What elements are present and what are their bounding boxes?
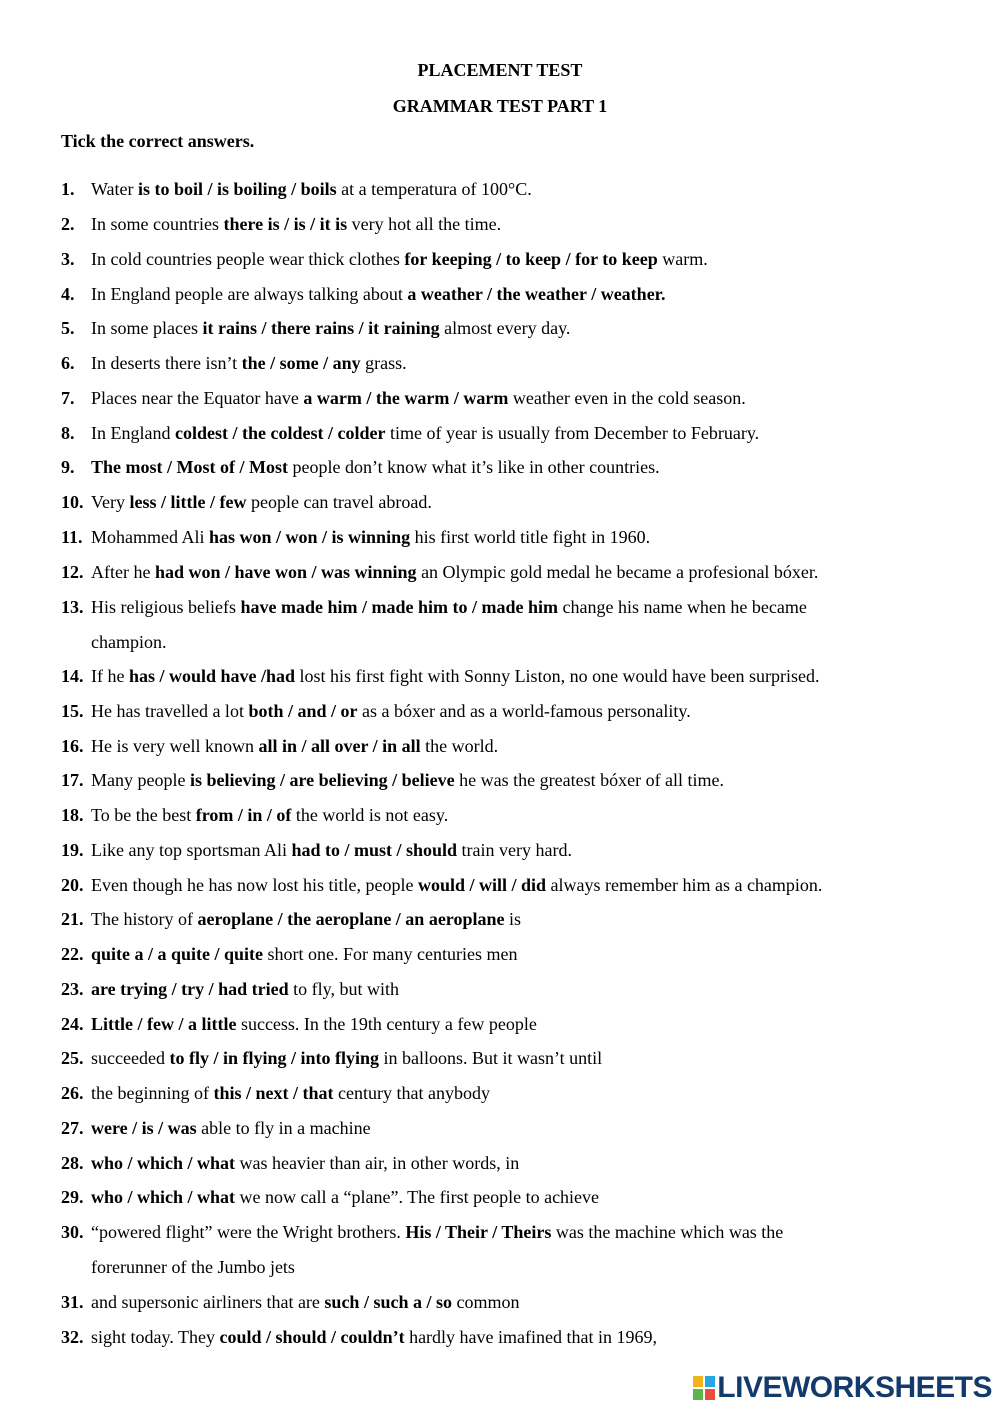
answer-options[interactable]: this / next / that: [213, 1083, 334, 1103]
question-number: 27.: [61, 1118, 84, 1138]
answer-options[interactable]: aeroplane / the aeroplane / an aeroplane: [197, 909, 505, 929]
question-number: 8.: [61, 423, 75, 443]
question-text-after: able to fly in a machine: [196, 1118, 371, 1138]
question-text-before: In deserts there isn’t: [91, 353, 242, 373]
answer-options[interactable]: there is / is / it is: [223, 214, 348, 234]
question-item: [61, 172, 946, 207]
answer-options[interactable]: such / such a / so: [324, 1292, 452, 1312]
question-text-continued: forerunner of the Jumbo jets: [91, 1257, 295, 1277]
question-text-after: train very hard.: [457, 840, 572, 860]
question-item: [61, 381, 946, 416]
question-item: [61, 242, 946, 277]
question-text-before: After he: [91, 562, 155, 582]
question-number: 5.: [61, 318, 75, 338]
question-item: [61, 1041, 946, 1076]
question-text-before: sight today. They: [91, 1327, 220, 1347]
question-item: [61, 416, 946, 451]
answer-options[interactable]: coldest / the coldest / colder: [174, 423, 386, 443]
question-text-after: warm.: [657, 249, 708, 269]
question-number: 31.: [61, 1292, 84, 1312]
question-text-after: was the machine which was the: [551, 1222, 784, 1242]
question-text-before: Mohammed Ali: [91, 527, 209, 547]
question-item: [61, 555, 946, 590]
question-text-after: change his name when he became: [557, 597, 807, 617]
question-text-after: hardly have imafined that in 1969,: [404, 1327, 657, 1347]
question-item: [61, 729, 946, 764]
question-number: 16.: [61, 736, 84, 756]
answer-options[interactable]: are trying / try / had tried: [91, 979, 289, 999]
question-number: 17.: [61, 770, 84, 790]
question-item: [61, 1180, 946, 1215]
question-text-after: time of year is usually from December to February.: [385, 423, 760, 443]
question-number: 2.: [61, 214, 75, 234]
question-item: [61, 346, 946, 381]
answer-options[interactable]: from / in / of: [195, 805, 292, 825]
answer-options[interactable]: The most / Most of / Most: [91, 457, 288, 477]
question-text-after: grass.: [360, 353, 407, 373]
answer-options[interactable]: were / is / was: [91, 1118, 197, 1138]
question-item: [61, 277, 946, 312]
question-text-after: as a bóxer and as a world-famous personality.: [357, 701, 691, 721]
question-text-after: common: [451, 1292, 520, 1312]
question-item: [61, 694, 946, 729]
question-item: [61, 937, 946, 972]
question-text-before: To be the best: [91, 805, 196, 825]
answer-options[interactable]: had won / have won / was winning: [154, 562, 417, 582]
answer-options[interactable]: have made him / made him to / made him: [240, 597, 558, 617]
question-text-after: to fly, but with: [288, 979, 399, 999]
question-text-after: short one. For many centuries men: [263, 944, 518, 964]
question-text-before: succeeded: [91, 1048, 170, 1068]
question-text-after: very hot all the time.: [347, 214, 502, 234]
question-number: 4.: [61, 284, 75, 304]
question-text-after: he was the greatest bóxer of all time.: [454, 770, 725, 790]
question-text-before: the beginning of: [91, 1083, 214, 1103]
answer-options[interactable]: is believing / are believing / believe: [189, 770, 455, 790]
question-number: 13.: [61, 597, 84, 617]
question-item: [61, 450, 946, 485]
question-text-after: is: [504, 909, 522, 929]
question-item: [61, 1320, 946, 1355]
question-item: [61, 1146, 946, 1181]
question-item: [61, 311, 946, 346]
page-title: PLACEMENT TEST: [417, 60, 583, 80]
answer-options[interactable]: His / Their / Theirs: [405, 1222, 552, 1242]
answer-options[interactable]: Little / few / a little: [91, 1014, 237, 1034]
question-text-before: Like any top sportsman Ali: [91, 840, 292, 860]
question-item: [61, 798, 946, 833]
answer-options[interactable]: it rains / there rains / it raining: [202, 318, 440, 338]
answer-options[interactable]: has / would have /had: [128, 666, 296, 686]
question-text-before: In cold countries people wear thick clothes: [91, 249, 405, 269]
question-item: [61, 590, 946, 660]
instructions: Tick the correct answers.: [61, 131, 255, 151]
question-text-after: people can travel abroad.: [246, 492, 432, 512]
answer-options[interactable]: a warm / the warm / warm: [303, 388, 509, 408]
page-subtitle: GRAMMAR TEST PART 1: [392, 96, 608, 116]
question-text-after: lost his first fight with Sonny Liston, no one would have been surprised.: [295, 666, 820, 686]
answer-options[interactable]: who / which / what: [91, 1153, 236, 1173]
question-text-after: the world is not easy.: [291, 805, 449, 825]
question-text-after: an Olympic gold medal he became a profesional bóxer.: [416, 562, 819, 582]
question-item: [61, 1111, 946, 1146]
answer-options[interactable]: could / should / couldn’t: [219, 1327, 405, 1347]
question-number: 1.: [61, 179, 75, 199]
question-number: 21.: [61, 909, 84, 929]
answer-options[interactable]: both / and / or: [248, 701, 358, 721]
question-text-after: in balloons. But it wasn’t until: [378, 1048, 603, 1068]
question-number: 14.: [61, 666, 84, 686]
question-number: 19.: [61, 840, 84, 860]
question-text-before: and supersonic airliners that are: [91, 1292, 325, 1312]
question-text-before: Even though he has now lost his title, people: [91, 875, 418, 895]
question-text-before: In some countries: [91, 214, 224, 234]
answer-options[interactable]: for keeping / to keep / for to keep: [404, 249, 658, 269]
question-item: [61, 763, 946, 798]
question-number: 28.: [61, 1153, 84, 1173]
question-text-after: century that anybody: [333, 1083, 490, 1103]
question-number: 20.: [61, 875, 84, 895]
question-text-after: we now call a “plane”. The first people to achieve: [235, 1187, 600, 1207]
question-text-continued: champion.: [91, 632, 167, 652]
question-text-before: He has travelled a lot: [91, 701, 249, 721]
question-text-before: Many people: [91, 770, 190, 790]
question-text-after: the world.: [420, 736, 499, 756]
question-item: [61, 659, 946, 694]
answer-options[interactable]: has won / won / is winning: [209, 527, 411, 547]
question-item: [61, 485, 946, 520]
question-text-after: almost every day.: [439, 318, 571, 338]
answer-options[interactable]: less / little / few: [129, 492, 247, 512]
question-item: [61, 207, 946, 242]
question-text-before: In England: [91, 423, 175, 443]
question-number: 23.: [61, 979, 84, 999]
question-text-before: In some places: [91, 318, 203, 338]
answer-options[interactable]: the / some / any: [241, 353, 361, 373]
question-text-before: “powered flight” were the Wright brothers.: [91, 1222, 406, 1242]
question-text-before: The history of: [91, 909, 198, 929]
answer-options[interactable]: a weather / the weather / weather.: [407, 284, 666, 304]
question-text-after: people don’t know what it’s like in other countries.: [287, 457, 660, 477]
question-item: [61, 1285, 946, 1320]
question-item: [61, 1007, 946, 1042]
question-number: 3.: [61, 249, 75, 269]
answer-options[interactable]: would / will / did: [417, 875, 547, 895]
question-text-after: always remember him as a champion.: [546, 875, 823, 895]
question-item: [61, 1215, 946, 1285]
question-number: 32.: [61, 1327, 84, 1347]
question-text-after: weather even in the cold season.: [508, 388, 746, 408]
answer-options[interactable]: is to boil / is boiling / boils: [138, 179, 337, 199]
question-text-before: His religious beliefs: [91, 597, 241, 617]
question-item: [61, 868, 946, 903]
question-number: 18.: [61, 805, 84, 825]
question-number: 10.: [61, 492, 84, 512]
question-number: 12.: [61, 562, 84, 582]
question-item: [61, 520, 946, 555]
question-number: 30.: [61, 1222, 84, 1242]
question-number: 15.: [61, 701, 84, 721]
question-number: 7.: [61, 388, 75, 408]
question-number: 22.: [61, 944, 84, 964]
question-number: 6.: [61, 353, 75, 373]
question-text-before: In England people are always talking about: [91, 284, 408, 304]
question-text-before: If he: [91, 666, 129, 686]
logo-text: LIVEWORKSHEETS: [717, 1371, 992, 1404]
liveworksheets-logo: [693, 1371, 992, 1405]
question-text-before: Very: [91, 492, 130, 512]
answer-options[interactable]: who / which / what: [91, 1187, 236, 1207]
question-item: [61, 902, 946, 937]
question-text-before: Water: [91, 179, 139, 199]
question-text-after: success. In the 19th century a few people: [236, 1014, 537, 1034]
answer-options[interactable]: all in / all over / in all: [258, 736, 421, 756]
question-text-before: Places near the Equator have: [91, 388, 304, 408]
question-text-after: his first world title fight in 1960.: [410, 527, 651, 547]
question-number: 26.: [61, 1083, 84, 1103]
question-text-before: He is very well known: [91, 736, 259, 756]
question-number: 29.: [61, 1187, 84, 1207]
question-item: [61, 1076, 946, 1111]
question-number: 25.: [61, 1048, 84, 1068]
question-text-after: was heavier than air, in other words, in: [235, 1153, 520, 1173]
answer-options[interactable]: to fly / in flying / into flying: [169, 1048, 379, 1068]
question-number: 24.: [61, 1014, 84, 1034]
answer-options[interactable]: had to / must / should: [291, 840, 458, 860]
question-item: [61, 833, 946, 868]
question-item: [61, 972, 946, 1007]
question-text-after: at a temperatura of 100°C.: [336, 179, 532, 199]
liveworksheets-logo-icon: [693, 1376, 715, 1400]
answer-options[interactable]: quite a / a quite / quite: [91, 944, 264, 964]
question-number: 9.: [61, 457, 75, 477]
question-number: 11.: [61, 527, 83, 547]
